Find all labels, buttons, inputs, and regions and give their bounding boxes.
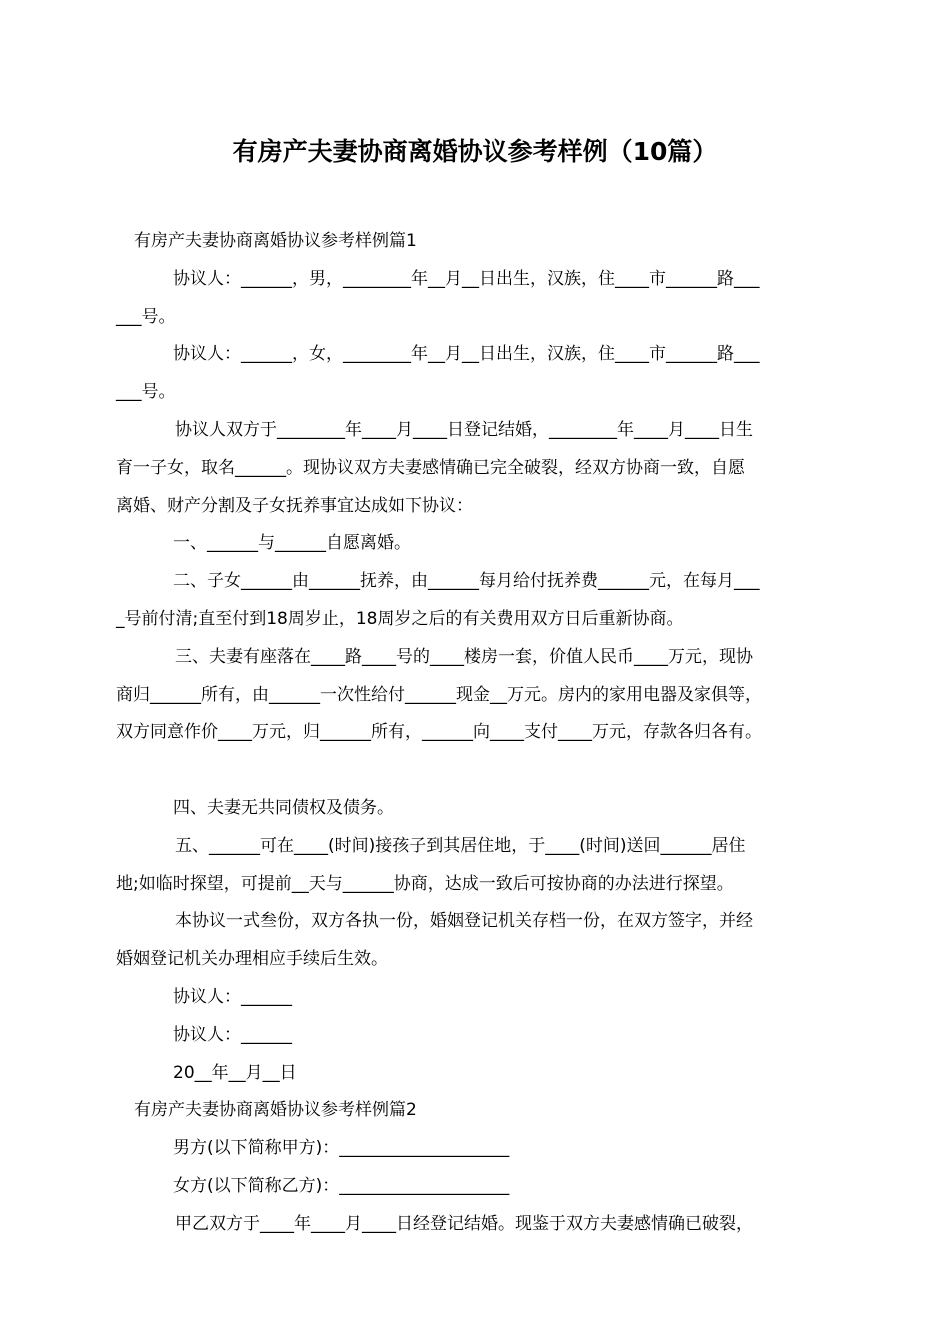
paragraph-line: 婚姻登记机关办理相应手续后生效。 [116,949,388,970]
blank-line [116,752,851,790]
date-line: 20__年__月__日 [173,1062,297,1083]
section-heading-2: 有房产夫妻协商离婚协议参考样例篇2 [134,1100,417,1121]
paragraph-line: _号前付清;直至付到18周岁止，18周岁之后的有关费用双方日后重新协商。 [116,608,684,629]
paragraph-line: ___号。 [116,306,176,327]
paragraph-line: 一、______与______自愿离婚。 [173,533,411,554]
document-title: 有房产夫妻协商离婚协议参考样例（10篇） [232,137,718,166]
paragraph-line: 协议人：______，男，________年__月__日出生，汉族，住____市______路___ [173,268,760,289]
paragraph-line: 商归______所有，由______一次性给付______现金__万元。房内的家用电器及家俱等， [116,684,762,705]
paragraph-line: 地;如临时探望，可提前__天与______协商，达成一致后可按协商的办法进行探望。 [116,873,734,894]
party-line: 女方(以下简称乙方)：____________________ [173,1175,510,1196]
paragraph-line: 协议人：______，女，________年__月__日出生，汉族，住____市______路___ [173,344,760,365]
paragraph-line: 育一子女，取名______。现协议双方夫妻感情确已完全破裂，经双方协商一致，自愿 [116,457,745,478]
paragraph-line: 双方同意作价____万元，归______所有，______向____支付____万元，存款各归各有。 [116,722,762,743]
document-body [116,223,851,1244]
paragraph-line: ___号。 [116,382,176,403]
signature-line: 协议人：______ [173,986,292,1007]
paragraph-line: 三、夫妻有座落在____路____号的____楼房一套，价值人民币____万元，现协 [175,646,753,667]
signature-line: 协议人：______ [173,1024,292,1045]
paragraph-line: 本协议一式叁份，双方各执一份，婚姻登记机关存档一份，在双方签字，并经 [175,911,753,932]
paragraph-line: 四、夫妻无共同债权及债务。 [173,797,394,818]
paragraph-line: 二、子女______由______抚养，由______每月给付抚养费______元，在每月___ [173,571,760,592]
paragraph-line: 离婚、财产分割及子女抚养事宜达成如下协议： [116,495,473,516]
paragraph-line: 五、______可在____(时间)接孩子到其居住地，于____(时间)送回______居住 [175,835,746,856]
party-line: 男方(以下简称甲方)：____________________ [173,1138,510,1159]
section-heading-1: 有房产夫妻协商离婚协议参考样例篇1 [134,231,417,251]
paragraph-line: 协议人双方于________年____月____日登记结婚，________年____月____日生 [175,419,753,440]
paragraph-line: 甲乙双方于____年____月____日经登记结婚。现鉴于双方夫妻感情确已破裂， [175,1213,753,1234]
